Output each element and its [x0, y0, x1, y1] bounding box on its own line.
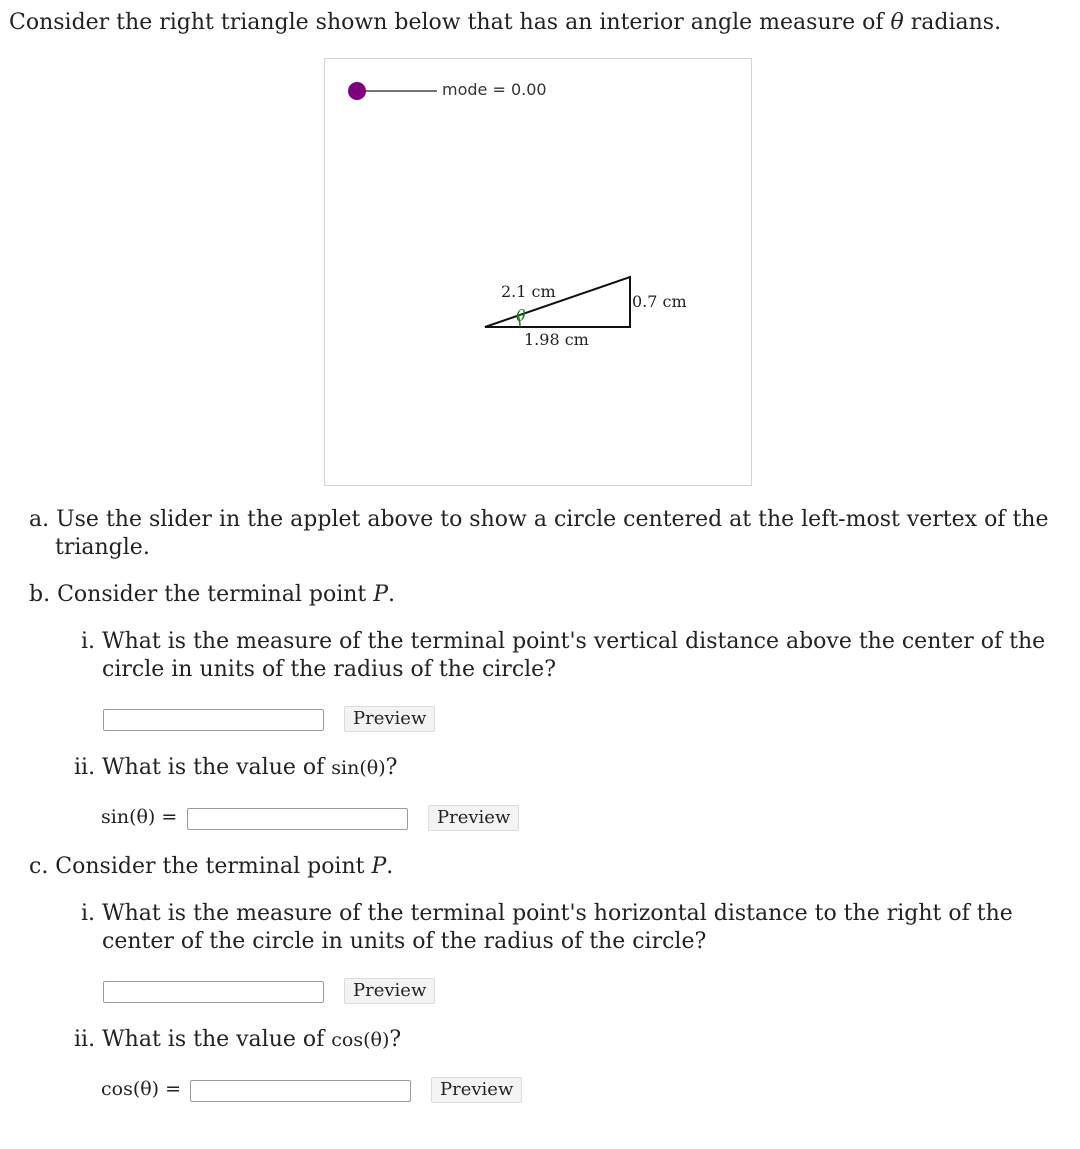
sin-theta-equation-label: sin(θ) = — [101, 806, 178, 828]
cos-theta-answer-input[interactable] — [190, 1080, 411, 1102]
part-b-q2-text: ii. What is the value of — [74, 755, 332, 780]
adjacent-label: 1.98 cm — [524, 330, 589, 349]
part-b-q1-answer-input[interactable] — [103, 709, 324, 731]
part-c-heading — [29, 853, 393, 881]
hypotenuse-label: 2.1 cm — [501, 282, 556, 301]
part-b-q1-line2: circle in units of the radius of the circle? — [102, 657, 556, 682]
geogebra-applet[interactable] — [324, 58, 752, 486]
point-p-c: P — [371, 854, 387, 879]
theta-symbol: θ — [890, 10, 904, 35]
part-c-q2-end: ? — [389, 1027, 402, 1052]
part-b-q1-preview-button[interactable]: Preview — [344, 706, 435, 732]
intro-text-end: radians. — [903, 10, 1002, 35]
part-b-q1-line1: i. What is the measure of the terminal point's vertical distance above the center of the — [81, 629, 1046, 654]
part-b-q2-end: ? — [385, 755, 398, 780]
angle-theta-label: θ — [516, 306, 526, 325]
part-a-line1: a. Use the slider in the applet above to show a circle centered at the left-most vertex of the — [29, 507, 1049, 532]
cos-theta-math: cos(θ) — [331, 1029, 390, 1051]
slider-handle[interactable] — [348, 82, 366, 100]
part-c-q1-preview-button[interactable]: Preview — [344, 978, 435, 1004]
part-b-heading — [29, 581, 395, 609]
sin-theta-math: sin(θ) — [331, 757, 386, 779]
sin-theta-answer-input[interactable] — [187, 808, 408, 830]
cos-theta-preview-button[interactable]: Preview — [431, 1077, 522, 1103]
point-p: P — [373, 582, 389, 607]
sin-theta-preview-button[interactable]: Preview — [428, 805, 519, 831]
part-c-q1-answer-input[interactable] — [103, 981, 324, 1003]
part-b-heading-text: b. Consider the terminal point — [29, 582, 374, 607]
part-a-line2: triangle. — [55, 535, 150, 560]
applet-canvas — [325, 59, 753, 487]
part-c-q1-line2: center of the circle in units of the radius of the circle? — [102, 929, 707, 954]
part-c-q2-text: ii. What is the value of — [74, 1027, 332, 1052]
part-b-heading-end: . — [388, 582, 396, 607]
part-c-heading-text: c. Consider the terminal point — [29, 854, 372, 879]
part-c-heading-end: . — [386, 854, 394, 879]
part-b-q2 — [74, 754, 397, 782]
intro-text: Consider the right triangle shown below that has an interior angle measure of — [9, 10, 891, 35]
problem-intro — [9, 10, 1001, 35]
slider-label: mode = 0.00 — [442, 80, 547, 99]
part-c-q1-line1: i. What is the measure of the terminal point's horizontal distance to the right of the — [81, 901, 1013, 926]
opposite-label: 0.7 cm — [632, 292, 687, 311]
part-c-q2 — [74, 1026, 401, 1054]
cos-theta-equation-label: cos(θ) = — [101, 1078, 182, 1100]
